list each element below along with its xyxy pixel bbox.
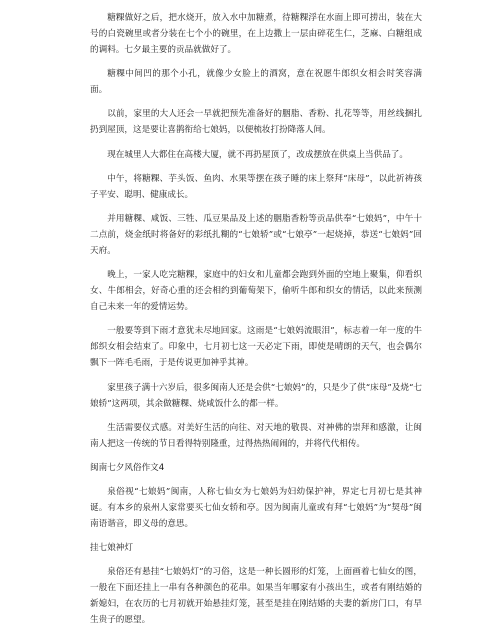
- paragraph: 泉俗视“七娘妈”闽南，人称七仙女为七娘妈为妇幼保护神，界定七月初七是其神诞。有本乡的泉州人家常要买七仙女轿和亭。因为闽南儿童或有拜“七娘妈”为“契母”闽南语谐音，即义母的意思。: [90, 487, 422, 530]
- paragraph: 一般要等到下雨才意犹未尽地回家。这雨是“七娘妈流眼泪”，标志着一年一度的牛郎织女相会结束了。印象中，七月初七这一天必定下雨，即使是晴朗的天气，也会偶尔飘下一阵毛毛雨，于是传说更加神乎其神。: [90, 326, 422, 369]
- paragraph: 并用糖粿、咸饭、三牲、瓜豆果品及上述的胭脂香粉等贡品供奉“七娘妈”，中午十二点前，烧金纸时将备好的彩纸扎糊的“七娘轿”或“七娘亭”一起烧掉，恭送“七娘妈”回天府。: [90, 213, 422, 256]
- paragraph: 以前，家里的大人还会一早就把预先准备好的胭脂、香粉、扎花等等，用丝线捆扎扔到屋顶，这是要让喜鹊衔给七娘妈，以便梳妆打扮降落人间。: [90, 109, 422, 136]
- paragraph: 晚上，一家人吃完糖粿，家庭中的妇女和儿童都会跑到外面的空地上聚集，仰看织女、牛郎相会，好奇心重的还会相约到葡萄架下，偷听牛郎和织女的情话，以此来预测自己未来一年的爱情运势。: [90, 270, 422, 313]
- paragraph: 糖粿做好之后，把水烧开，放入水中加糖煮，待糖粿浮在水面上即可捞出，装在大号的白瓷碗里或者分装在七个小的碗里，在上边撒上一层由碎花生仁，芝麻、白糖组成的调料。七夕最主要的贡品就做好了。: [90, 13, 422, 55]
- paragraph: 糖粿中间凹的那个小孔，就像少女脸上的酒窝，意在祝愿牛郎织女相会时笑容满面。: [90, 69, 422, 96]
- section-heading: 挂七娘神灯: [90, 543, 133, 554]
- paragraph: 中午，将糖粿、芋头饭、鱼肉、水果等摆在孩子睡的床上祭拜“床母”，以此祈祷孩子平安、聪明、健康成长。: [90, 173, 422, 200]
- paragraph: 泉俗还有悬挂“七娘妈灯”的习俗，这是一种长圆形的灯笼，上面画着七仙女的图，一般在下面还挂上一串有各种颜色的花串。如果当年哪家有小孩出生，或者有刚结婚的新媳妇，在农历的七月初就开始悬挂灯笼，甚至是挂在刚结婚的夫妻的新房门口，有早生贵子的愿望。: [90, 567, 422, 626]
- section-heading: 闽南七夕风俗作文4: [90, 462, 165, 473]
- paragraph: 家里孩子满十六岁后，很多闽南人还是会供“七娘妈”的，只是少了供“床母”及烧“七娘轿”这两项，其余做糖粿、烧咸饭什么的都一样。: [90, 382, 422, 409]
- paragraph: 现在城里人大都住在高楼大厦，就不再扔屋顶了，改成摆放在供桌上当供品了。: [107, 149, 408, 160]
- document-body: [90, 10, 422, 637]
- paragraph: 生活需要仪式感。对美好生活的向往、对天地的敬畏、对神佛的崇拜和感激，让闽南人把这一传统的节日看得特别隆重，过得热热闹闹的，并将代代相传。: [90, 422, 422, 449]
